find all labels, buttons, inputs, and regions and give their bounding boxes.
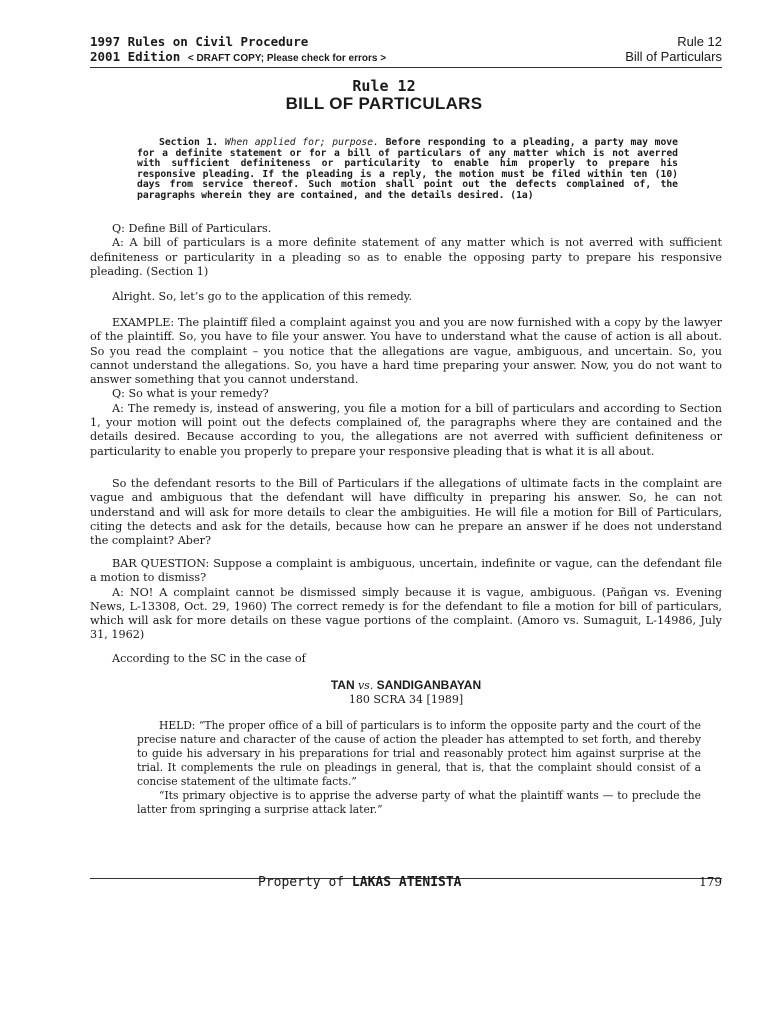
header-left	[90, 34, 386, 66]
footer-prefix: Property of	[258, 875, 345, 890]
case-party-2: SANDIGANBAYAN	[376, 678, 482, 692]
paragraph-block	[90, 290, 722, 304]
section-body: Before responding to a pleading, a party may move for a definite statement or for a bill of particulars of any matter which is not averred with sufficient definiteness or particularity to enable him properly to prepare his responsive pleading. If the pleading is a reply, the motion must be filed within ten (10) days from service thereof. Such motion shall point out the defects complained of, the paragraphs wherein they are contained, and the details desired. (1a)	[137, 137, 678, 201]
case-citation: 180 SCRA 34 [1989]	[348, 693, 464, 706]
header-draft-notice: < DRAFT COPY; Please check for errors >	[187, 53, 387, 64]
header-divider	[90, 67, 722, 68]
paragraph-block	[90, 477, 722, 548]
case-title	[90, 678, 722, 693]
paragraph: Alright. So, let’s go to the application of this remedy.	[112, 290, 413, 303]
case-heading	[90, 678, 722, 707]
paragraph: So the defendant resorts to the Bill of Particulars if the allegations of ultimate facts in the complaint are vague and ambiguous that the defendant will have difficulty in preparing his answer. So, he can not understand and will ask for more details to clear the ambiguities. He will file a motion for Bill of Particulars, citing the detects and ask for the details, because how can he prepare an answer if he does not understand the complaint? Aber?	[90, 477, 722, 548]
header-edition-label: 2001 Edition	[90, 49, 181, 64]
paragraph: A: A bill of particulars is a more definite statement of any matter which is not averred with sufficient definiteness or particularity in a pleading so as to enable the opposing party to prepare his responsive pleading. (Section 1)	[90, 236, 722, 278]
paragraph: A: NO! A complaint cannot be dismissed simply because it is vague, ambiguous. (Pañgan vs. Evening News, L-13308, Oct. 29, 1960) The correct remedy is for the defendant to file a motion for bill of particulars, which will ask for more details on these vague portions of the complaint. (Amoro vs. Sumaguit, L-14986, July 31, 1962)	[90, 585, 722, 642]
case-party-1: TAN	[330, 678, 355, 692]
paragraph: A: The remedy is, instead of answering, you file a motion for a bill of particulars and according to Section 1, your motion will point out the defects complained of, the paragraphs where they are contained and the details desired. Because according to you, the allegations are not averred with sufficient definiteness or particularity to enable you properly to prepare your responsive pleading that is what it is all about.	[90, 401, 722, 458]
header-book-title: 1997 Rules on Civil Procedure	[90, 34, 309, 49]
rule-title: BILL OF PARTICULARS	[285, 94, 483, 113]
section-caption: When applied for; purpose.	[224, 137, 379, 148]
paragraph: HELD: “The proper office of a bill of particulars is to inform the opposite party and the court of the precise nature and character of the cause of action the pleader has attempted to set forth, and thereby to guide his adversary in his preparations for trial and reasonably protect him against surprise at the trial. It complements the rule on pleadings in general, that is, that the complaint should consist of a concise statement of the ultimate facts.”	[137, 719, 701, 788]
paragraph: Q: Define Bill of Particulars.	[112, 222, 272, 235]
held-quote	[137, 719, 701, 817]
header-edition	[90, 49, 386, 66]
section-1-text	[137, 138, 678, 202]
case-vs: vs.	[357, 679, 374, 692]
paragraph: Q: So what is your remedy?	[112, 387, 269, 401]
header-rule-name: Bill of Particulars	[625, 49, 722, 64]
page-header	[90, 34, 722, 70]
page-number: 179	[699, 875, 722, 889]
section-label: Section 1.	[159, 137, 219, 148]
header-rule-number: Rule 12	[677, 34, 722, 49]
paragraph: EXAMPLE: The plaintiff filed a complaint against you and you are now furnished with a copy by the lawyer of the plaintiff. So, you have to file your answer. You have to understand what the cause of action is all about. So you read the complaint – you notice that the allegations are vague, ambiguous, and uncertain. So, you cannot understand the allegations. So, you have a hard time preparing your answer. Now, you do not want to answer something that you cannot understand.	[90, 316, 722, 387]
paragraph: BAR QUESTION: Suppose a complaint is ambiguous, uncertain, indefinite or vague, can the defendant file a motion to dismiss?	[90, 557, 722, 585]
paragraph-block	[90, 652, 722, 666]
paragraph: According to the SC in the case of	[112, 652, 306, 665]
bar-question-block	[90, 557, 722, 643]
header-right	[625, 34, 722, 64]
page-footer	[258, 875, 462, 890]
rule-number: Rule 12	[352, 77, 416, 95]
footer-owner: LAKAS ATENISTA	[351, 875, 462, 890]
example-block	[90, 316, 722, 459]
paragraph: “Its primary objective is to apprise the adverse party of what the plaintiff wants — to preclude the latter from springing a surprise attack later.”	[137, 789, 701, 816]
qa-definition	[90, 222, 722, 279]
